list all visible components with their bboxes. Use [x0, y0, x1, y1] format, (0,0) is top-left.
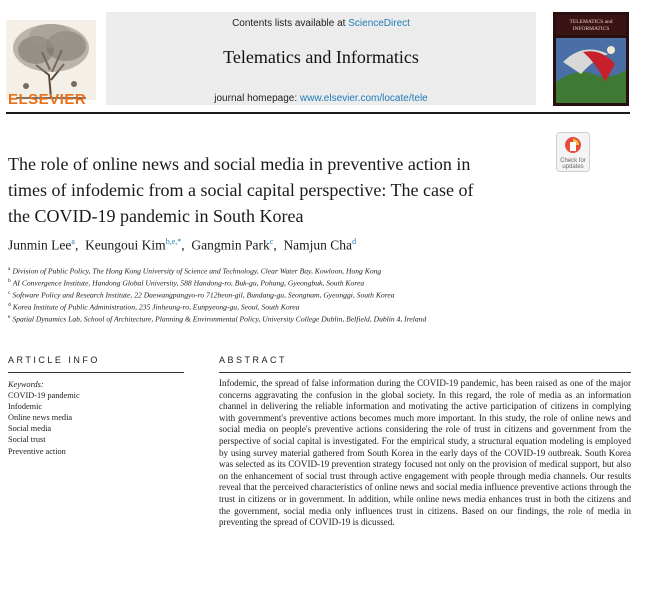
- author-affiliation-mark[interactable]: b,e,*: [165, 237, 182, 246]
- contents-available-line: [106, 18, 536, 29]
- cover-title-line2: INFORMATICS: [572, 26, 610, 32]
- elsevier-wordmark: ELSEVIER: [8, 91, 87, 108]
- affiliation-text: AI Convergence Institute, Handong Global University, 588 Handong-ro, Buk-gu, Pohang, Gyeongbuk, South Korea: [12, 278, 365, 288]
- title-line: times of infodemic from a social capital perspective: The case of: [8, 180, 474, 200]
- abstract-heading: ABSTRACT: [219, 355, 288, 365]
- affiliation-text: Korea Institute of Public Administration, 235 Jinheung-ro, Eunpyeong-gu, Seoul, South Korea: [12, 302, 300, 312]
- keyword-item[interactable]: COVID-19 pandemic: [8, 391, 80, 400]
- homepage-prefix: journal homepage:: [214, 93, 300, 104]
- abstract-divider: [219, 372, 631, 373]
- author-separator: ,: [273, 237, 281, 253]
- article-title: [8, 151, 553, 229]
- journal-homepage-line: [106, 93, 536, 104]
- article-info-heading: ARTICLE INFO: [8, 355, 100, 365]
- affiliation-text: Spatial Dynamics Lab, School of Architecture, Planning & Environmental Policy, University College Dublin, Belfield, Dublin 4, Ireland: [12, 314, 427, 324]
- homepage-link[interactable]: www.elsevier.com/locate/tele: [299, 93, 428, 104]
- affiliation-mark: b: [8, 278, 11, 284]
- keyword-item[interactable]: Preventive action: [8, 447, 66, 456]
- affiliation: [8, 314, 628, 324]
- author-affiliation-mark[interactable]: c: [269, 237, 274, 246]
- contents-prefix: Contents lists available at: [232, 18, 349, 29]
- header-divider: [6, 112, 630, 114]
- affiliation-mark: c: [8, 290, 11, 296]
- affiliation: [8, 290, 628, 300]
- check-updates-line1: Check for: [560, 158, 586, 164]
- author-affiliation-mark[interactable]: a: [71, 237, 75, 246]
- affiliation-mark: a: [8, 266, 11, 272]
- author-separator: ,: [181, 237, 188, 253]
- keyword-item[interactable]: Online news media: [8, 413, 73, 422]
- author-name[interactable]: Junmin Lee: [8, 237, 72, 253]
- keyword-item[interactable]: Social media: [8, 424, 52, 433]
- keyword-item[interactable]: Social trust: [8, 435, 46, 444]
- author-name[interactable]: Gangmin Park: [191, 237, 270, 253]
- title-line: The role of online news and social media in preventive action in: [8, 154, 471, 174]
- author-list: [8, 237, 608, 254]
- keyword-item[interactable]: Infodemic: [8, 402, 43, 411]
- affiliation-text: Software Policy and Research Institute, 22 Daewangpangyo-ro 712beon-gil, Bundang-gu, Seongnam, Gyeonggi, South Korea: [12, 290, 395, 300]
- affiliation: [8, 278, 628, 288]
- author-separator: ,: [74, 237, 82, 253]
- keywords-label: Keywords:: [8, 380, 44, 389]
- abstract-body: Infodemic, the spread of false information during the COVID-19 pandemic, has been raised as one of the major concerns aggravating the confusion in the global society. In this regard, the role of media as an information channel in delivering the reliable information and motivating the active participation of citizens in complying with government's preventive actions becomes much more important. In this study, the role of online news and social media on people's preventive actions considering the role of trust in citizens and government from the perspective of social capital is investigated. For the empirical study, a structural equation modeling is employed by using survey material gathered from South Korea in the early days of the COVID-19 outbreak. South Korea was selected as its COVID-19 prevention strategy focused not only on the provision of medical support, but also on the enhancement of social trust through active engagement with people through media channels. Our results reveal that the perceived characteristics of online news and social media influence preventive actions through the trust in citizens or in government. In addition, while online news media enhances trust in both the citizens and the government, social media only influences trust in citizens. Based on our findings, the role of media in preventing the spread of COVID-19 is dicussed.: [219, 378, 631, 528]
- affiliation-mark: d: [8, 302, 11, 308]
- journal-title[interactable]: Telematics and Informatics: [223, 47, 419, 67]
- journal-cover-image[interactable]: [553, 12, 629, 106]
- affiliation-text: Division of Public Policy, The Hong Kong University of Science and Technology, Clear Water Bay, Kowloon, Hong Kong: [12, 266, 382, 276]
- author-name[interactable]: Namjun Cha: [283, 237, 353, 253]
- title-line: the COVID-19 pandemic in South Korea: [8, 206, 304, 226]
- article-info-divider: [8, 372, 184, 373]
- author-name[interactable]: Keungoui Kim: [85, 237, 166, 253]
- affiliation-mark: e: [8, 314, 11, 320]
- cover-title-line1: TELEMATICS and: [569, 19, 613, 25]
- sciencedirect-link[interactable]: ScienceDirect: [348, 18, 410, 29]
- check-for-updates-label[interactable]: [551, 158, 595, 170]
- affiliation: [8, 302, 628, 312]
- author-affiliation-mark[interactable]: d: [352, 237, 357, 246]
- affiliation: [8, 266, 628, 276]
- check-updates-line2: updates: [562, 164, 584, 170]
